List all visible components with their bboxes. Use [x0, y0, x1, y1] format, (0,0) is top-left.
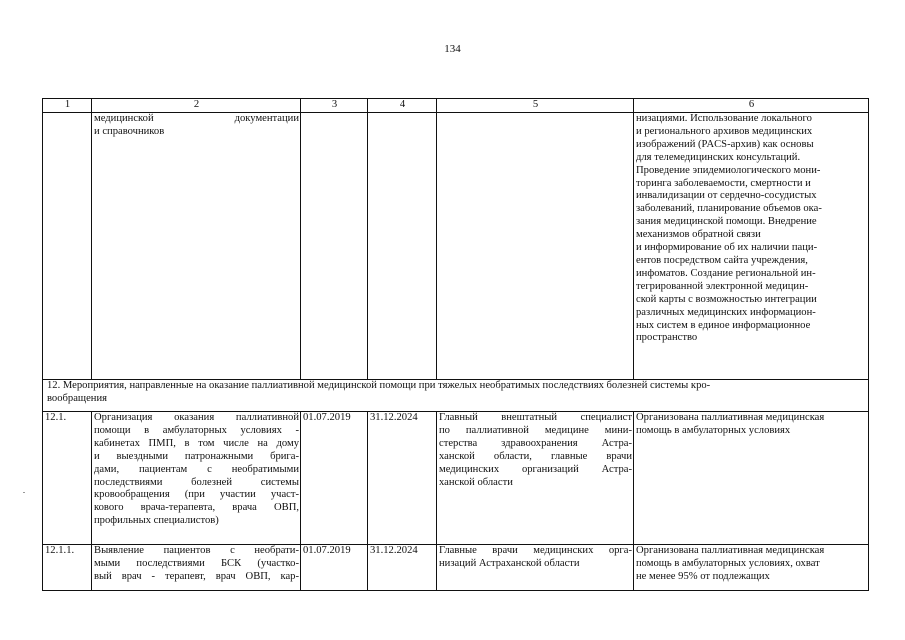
row-12-1-responsible: Главный внештатный специалист по паллиативной медицине мини- стерства здравоохранения Астра- ханской области, главные врачи медицинских организаций Астра- ханской области	[437, 412, 634, 545]
cont-description-cell: медицинской документации и справочников	[92, 113, 301, 380]
cont-result-cell: низациями. Использование локального и регионального архивов медицинских изображений (PACS-архив) как основы для телемедицинских консультаций. Проведение эпидемиологического мони- торинга заболеваемости, смертности и инвалидизации от сердечно-сосудистых заболеваний, планирование объемов ока- зания медицинской помощи. Внедрение механизмов обратной связи и информирование об их наличии паци- ентов посредством сайта учреждения, инфоматов. Создание региональной ин- тегрированной электронной медицин- ской карты с возможностью интеграции различных медицинских информацион- ных систем в единое информационное пространство	[634, 113, 869, 380]
header-col-3: 3	[301, 99, 368, 113]
table-row-12-1-1	[43, 545, 869, 591]
cont-start-cell	[301, 113, 368, 380]
row-12-1-1-result: Организована паллиативная медицинская помощь в амбулаторных условиях, охват не менее 95% от подлежащих	[634, 545, 869, 591]
scan-speck	[23, 492, 25, 493]
page-number: 134	[444, 43, 461, 55]
row-12-1-num: 12.1.	[43, 412, 92, 545]
table-row-continuation	[43, 113, 869, 380]
section-12-row	[43, 380, 869, 412]
table-header-row	[43, 99, 869, 113]
cont-end-cell	[368, 113, 437, 380]
header-col-5: 5	[437, 99, 634, 113]
row-12-1-1-description: Выявление пациентов с необрати- мыми последствиями БСК (участко- вый врач - терапевт, врач ОВП, кар-	[92, 545, 301, 591]
row-12-1-end-date: 31.12.2024	[368, 412, 437, 545]
table-row-12-1	[43, 412, 869, 545]
header-col-2: 2	[92, 99, 301, 113]
row-12-1-start-date: 01.07.2019	[301, 412, 368, 545]
header-col-6: 6	[634, 99, 869, 113]
cont-responsible-cell	[437, 113, 634, 380]
cont-num-cell	[43, 113, 92, 380]
measures-table	[42, 98, 869, 591]
header-col-4: 4	[368, 99, 437, 113]
row-12-1-result: Организована паллиативная медицинская помощь в амбулаторных условиях	[634, 412, 869, 545]
section-12-heading: 12. Мероприятия, направленные на оказание паллиативной медицинской помощи при тяжелых необратимых последствиях болезней системы кро- вообращения	[43, 380, 869, 412]
row-12-1-1-start-date: 01.07.2019	[301, 545, 368, 591]
row-12-1-1-num: 12.1.1.	[43, 545, 92, 591]
row-12-1-1-end-date: 31.12.2024	[368, 545, 437, 591]
row-12-1-1-responsible: Главные врачи медицинских орга- низаций Астраханской области	[437, 545, 634, 591]
header-col-1: 1	[43, 99, 92, 113]
row-12-1-description: Организация оказания паллиативной помощи в амбулаторных условиях - кабинетах ПМП, в том числе на дому и выездными патронажными брига- дами, пациентам с необратимыми последствиями болезней системы кровообращения (при участии участ- кового врача-терапевта, врача ОВП, профильных специалистов)	[92, 412, 301, 545]
